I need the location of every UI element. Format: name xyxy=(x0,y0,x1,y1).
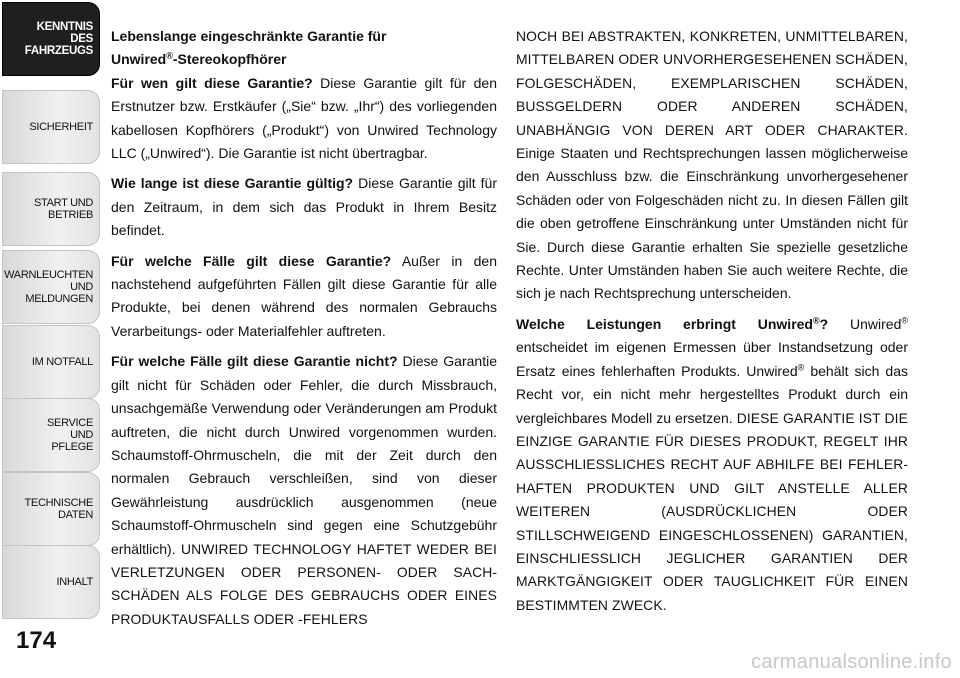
tab-warnleuchten-und-meldungen[interactable]: WARNLEUCHTEN UND MELDUNGEN xyxy=(2,250,100,324)
question-services xyxy=(516,316,828,332)
title-line-2-a: Unwired xyxy=(111,51,167,68)
tab-kenntnis-des-fahrzeugs[interactable]: KENNTNIS DES FAHRZEUGS xyxy=(2,2,100,76)
answer-covered: Außer in den nachstehend aufgeführten Fällen gilt diese Garantie für alle Produkte, bei denen während des normalen Gebrauchs Verarbeitungs- oder Materialfehler auftreten. xyxy=(111,252,497,339)
tab-start-und-betrieb[interactable]: START UND BETRIEB xyxy=(2,172,100,246)
question-not-covered: Für welche Fälle gilt diese Garantie nicht? xyxy=(111,353,398,370)
liability-caps-continued: NOCH BEI ABSTRAKTEN, KONKRETEN, UNMITTELBAREN, MITTELBAREN ODER UNVORHERGESEHENEN SCHÄDEN, FOLGESCHÄDEN, EXEMPLARISCHEN SCHÄDEN, BUSSGELDERN ODER ANDEREN SCHÄDEN, UNABHÄNGIG VON DEREN ART ODER CHARAKTER. xyxy=(516,28,908,138)
registered-mark: ® xyxy=(901,315,908,326)
paragraph-covered xyxy=(111,250,497,344)
paragraph-who xyxy=(111,72,497,166)
liability-rest: Einige Staaten und Rechtsprechungen lassen möglicherweise den Ausschluss bzw. die Einschränkung unvorhergesehener Schäden oder von Folgeschäden nicht zu. In diesen Fällen gilt die oben getroffene Einschränkung unter Umständen nicht für Sie. Durch diese Garantie erhalten Sie spezielle gesetzliche Rechte. Unter Umständen haben Sie auch weitere Rechte, die sich je nach Rechtsprechung unterscheiden. xyxy=(516,145,908,302)
tab-inhalt[interactable]: INHALT xyxy=(2,545,100,619)
paragraph-liability xyxy=(516,25,908,306)
liability-caps-text: UNWIRED TECHNOLOGY HAFTET WEDER BEI VERLETZUNGEN ODER PERSONEN- ODER SACHSCHÄDEN ALS FOLGE DES GEBRAUCHS ODER EINES PRODUKTAUSFALLS ODER -FEHLERS xyxy=(111,540,498,627)
question-covered: Für welche Fälle gilt diese Garantie? xyxy=(111,252,392,269)
answer-services-1: Unwired xyxy=(828,315,902,332)
paragraph-not-covered xyxy=(111,350,497,631)
title-line-1: Lebenslange eingeschränkte Garantie für xyxy=(111,28,387,44)
paragraph-duration xyxy=(111,172,497,242)
tab-technische-daten[interactable]: TECHNISCHE DATEN xyxy=(2,472,100,546)
text-column-right xyxy=(516,25,908,624)
question-services-a: Welche Leistungen erbringt Unwired xyxy=(516,315,813,332)
text-column-left xyxy=(111,25,497,631)
chapter-sidebar xyxy=(0,0,104,678)
answer-services-2: entscheidet im eigenen Ermessen über Instandsetzung oder Ersatz eines fehlerhaften Produkts. Unwired xyxy=(516,339,908,379)
registered-mark: ® xyxy=(812,315,820,326)
tab-service-und-pflege[interactable]: SERVICE UND PFLEGE xyxy=(2,398,100,472)
question-who: Für wen gilt diese Garantie? xyxy=(111,74,313,91)
answer-who: Diese Garantie gilt für den Erstnutzer bzw. Erstkäufer („Sie“ bzw. „Ihr“) des vorliegenden kabellosen Kopfhörers („Produkt“) von Unwired Technology LLC („Unwired“). Die Garantie ist nicht übertragbar. xyxy=(111,74,498,162)
exclusive-warranty-caps: DIESE GARANTIE IST DIE EINZIGE GARANTIE FÜR DIESES PRODUKT, REGELT IHR AUSSCHLIESSLICHES RECHT AUF ABHILFE BEI FEHLERHAFTEN PRODUKTEN UND GILT ANSTELLE ALLER WEITEREN (AUSDRÜCKLICHEN ODER STILLSCHWEIGEND EINGESCHLOSSENEN) GARANTIEN, EINSCHLIESSLICH JEGLICHER GARANTIEN DER MARKTGÄNGIGKEIT ODER TAUGLICHKEIT FÜR EINEN BESTIMMTEN ZWECK. xyxy=(516,409,908,613)
title-line-2-b: -Stereokopfhörer xyxy=(172,51,287,68)
registered-mark: ® xyxy=(797,362,805,373)
tab-im-notfall[interactable]: IM NOTFALL xyxy=(2,325,100,399)
question-services-b: ? xyxy=(819,315,829,332)
answer-duration: Diese Garantie gilt für den Zeitraum, in dem sich das Produkt in Ihrem Besitz befindet. xyxy=(111,175,497,239)
section-title xyxy=(111,25,497,72)
answer-not-covered: Diese Garantie gilt nicht für Schäden oder Fehler, die durch Missbrauch, unsachgemäße Verwendung oder Veränderungen am Produkt auftreten, die nicht durch Unwired vorgenommen wurden. Schaumstoff-Ohrmuscheln, die mit der Zeit durch den normalen Gebrauch verschleißen, sind von dieser Gewährleistung ausdrücklich ausgenommen (neue Schaumstoff-Ohrmuscheln sind gegen eine Schutzgebühr erhältlich). xyxy=(111,353,497,557)
answer-services-3: behält sich das Recht vor, ein nicht mehr hergestelltes Produkt durch ein vergleichbares Modell zu ersetzen. xyxy=(516,362,908,426)
page-number: 174 xyxy=(16,627,57,654)
tab-sicherheit[interactable]: SICHERHEIT xyxy=(2,90,100,164)
watermark: carmanualsonline.info xyxy=(751,651,952,673)
registered-mark: ® xyxy=(166,50,173,61)
paragraph-services xyxy=(516,313,908,617)
question-duration: Wie lange ist diese Garantie gültig? xyxy=(111,175,354,192)
